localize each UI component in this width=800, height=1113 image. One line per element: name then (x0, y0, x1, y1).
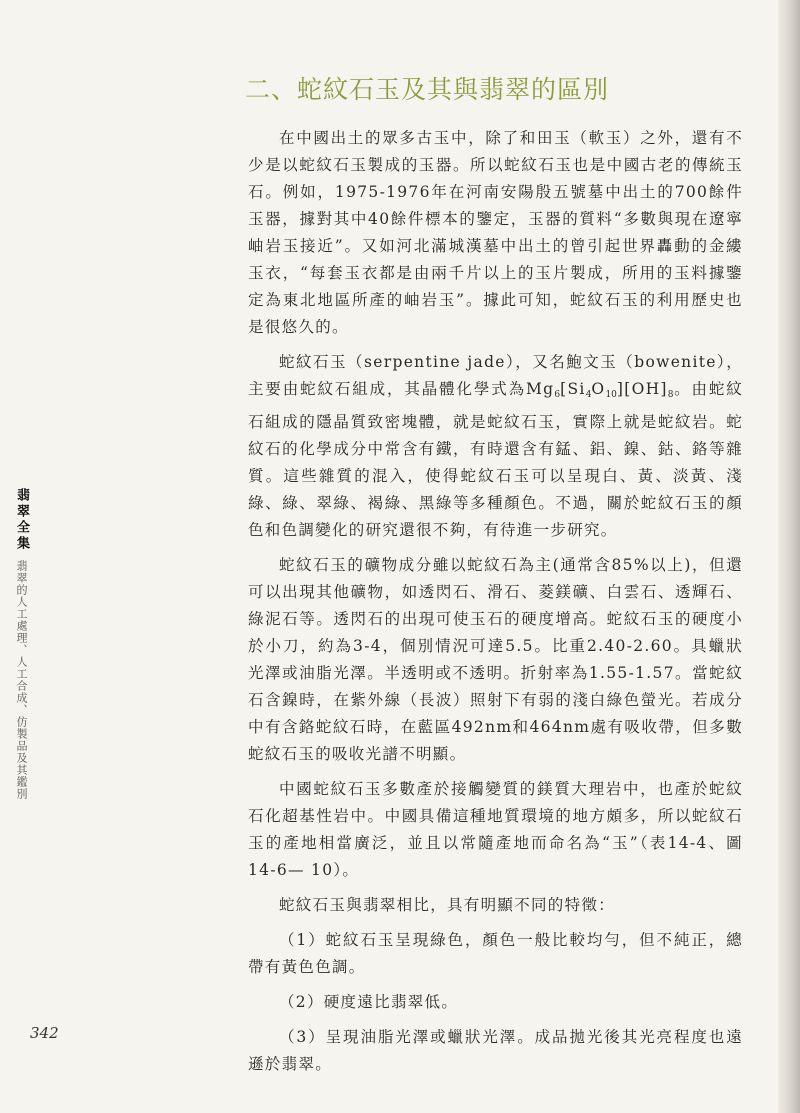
formula-subscript: 10 (605, 390, 617, 400)
formula-subscript: 8 (667, 390, 674, 400)
formula-part: [Si (560, 380, 586, 398)
list-item-3: （3）呈現油脂光澤或蠟狀光澤。成品拋光後其光亮程度也遠遜於翡翠。 (248, 1028, 743, 1073)
paragraph-2 (248, 349, 743, 544)
formula-part: ][OH] (616, 380, 668, 398)
formula-part: O (591, 380, 606, 398)
page-edge-shadow (778, 0, 800, 1113)
paragraph-1: 在中國出土的眾多古玉中，除了和田玉（軟玉）之外，還有不少是以蛇紋石玉製成的玉器。所以蛇紋石玉也是中國古老的傳統玉石。例如，1975-1976年在河南安陽殷五號墓中出土的700餘件玉器，據對其中40餘件標本的鑒定，玉器的質料“多數與現在遼寧岫岩玉接近”。又如河北滿城漢墓中出土的曾引起世界轟動的金縷玉衣，“每套玉衣都是由兩千片以上的玉片製成，所用的玉料據鑒定為東北地區所產的岫岩玉”。據此可知，蛇紋石玉的利用歷史也是很悠久的。 (248, 129, 743, 336)
side-running-title (12, 488, 30, 800)
body-text (248, 125, 743, 1086)
paragraph-2-text-b: 。由蛇紋石組成的隱晶質致密塊體，就是蛇紋石玉，實際上就是蛇紋岩。蛇紋石的化學成分中常含有鐵，有時還含有錳、鋁、鎳、鈷、鉻等雜質。這些雜質的混入，使得蛇紋石玉可以呈現白、黃、淡黃、淺綠、綠、翠綠、褐綠、黑綠等多種顏色。不過，關於蛇紋石玉的顏色和色調變化的研究還很不夠，有待進一步研究。 (248, 380, 744, 539)
formula-subscript: 4 (585, 390, 592, 400)
formula-subscript: 6 (554, 390, 561, 400)
chapter-title: 翡翠的人工處理、人工合成、仿製品及其鑑別 (15, 560, 28, 800)
paragraph-5: 蛇紋石玉與翡翠相比，具有明顯不同的特徵： (279, 896, 616, 914)
paragraph-3: 蛇紋石玉的礦物成分雖以蛇紋石為主(通常含85%以上)，但還可以出現其他礦物，如透閃石、滑石、菱鎂礦、白雲石、透輝石、綠泥石等。透閃石的出現可使玉石的硬度增高。蛇紋石玉的硬度小於小刀，約為3-4，個別情況可達5.5。比重2.40-2.60。具蠟狀光澤或油脂光澤。半透明或不透明。折射率為1.55-1.57。當蛇紋石含鎳時，在紫外線（長波）照射下有弱的淺白綠色螢光。若成分中有含鉻蛇紋石時，在藍區492nm和464nm處有吸收帶，但多數蛇紋石玉的吸收光譜不明顯。 (248, 556, 743, 763)
list-item-2: （2）硬度遠比翡翠低。 (279, 993, 459, 1011)
list-item-1: （1）蛇紋石玉呈現綠色，顏色一般比較均勻，但不純正，總帶有黃色色調。 (248, 931, 743, 976)
section-heading: 二、蛇紋石玉及其與翡翠的區別 (245, 75, 610, 104)
paragraph-2-text-a: 蛇紋石玉（serpentine jade），又名鮑文玉（bowenite），主要由蛇紋石組成，其晶體化學式為Mg (248, 353, 743, 398)
series-title: 翡翠全集 (14, 488, 29, 552)
page-number: 342 (30, 1024, 59, 1042)
paragraph-4: 中國蛇紋石玉多數產於接觸變質的鎂質大理岩中，也產於蛇紋石化超基性岩中。中國具備這種地質環境的地方頗多，所以蛇紋石玉的產地相當廣泛，並且以常隨產地而命名為“玉”（表14-4、圖14-6— 10）。 (248, 780, 743, 879)
